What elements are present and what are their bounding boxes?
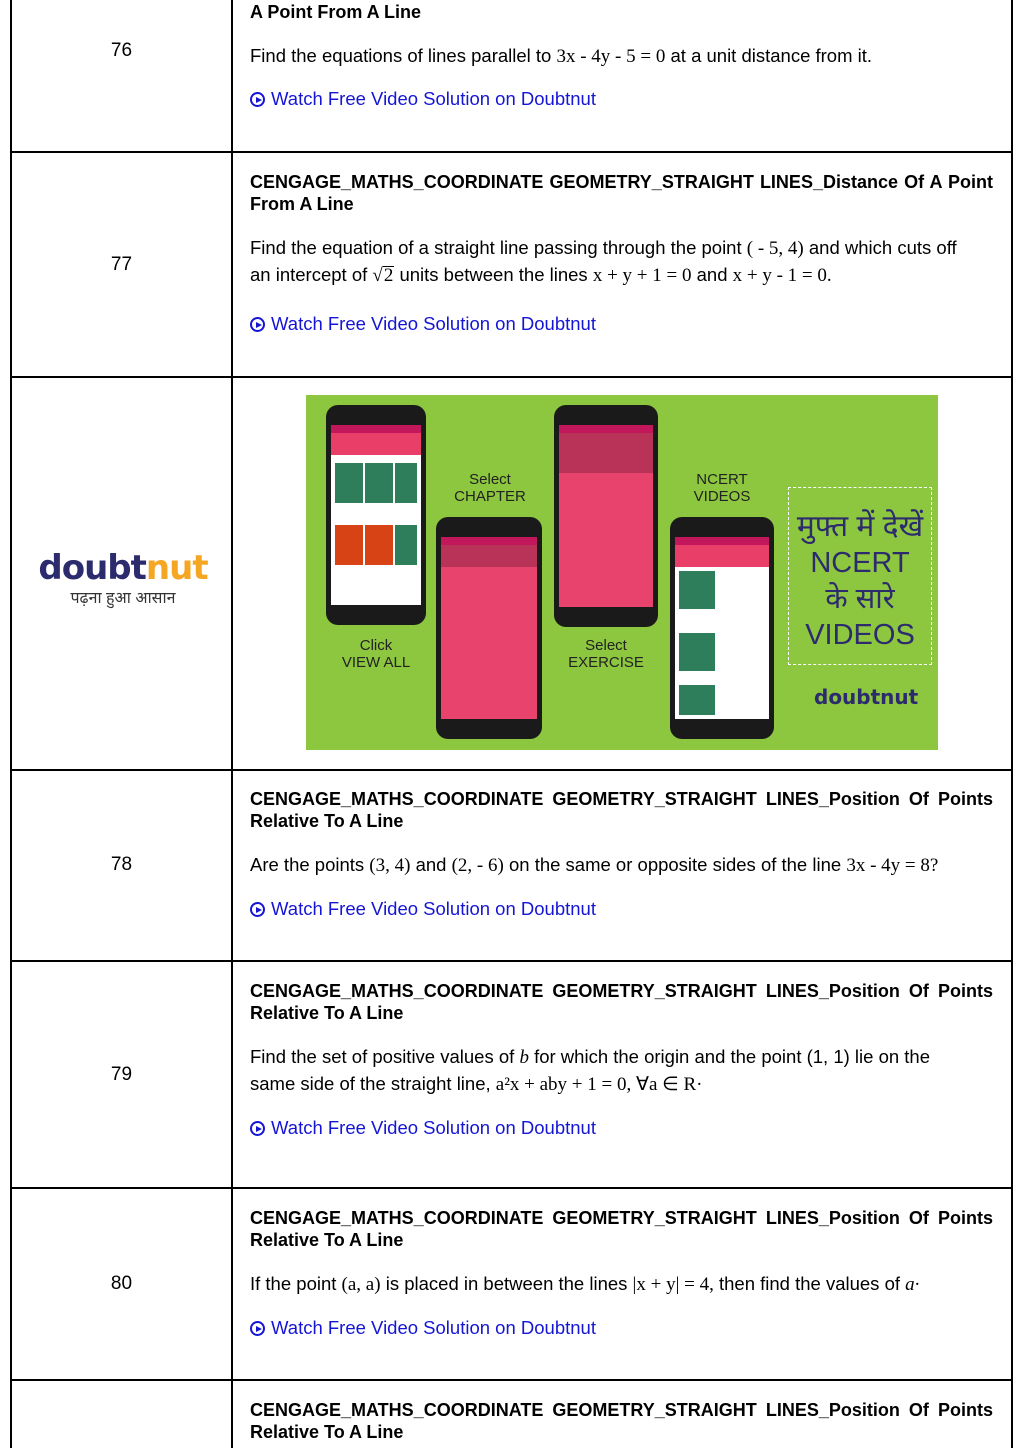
question-number: 79 (110, 1064, 133, 1085)
question-heading: CENGAGE_MATHS_COORDINATE GEOMETRY_STRAIGHT LINES_Position Of Points Relative To A Line (250, 1208, 993, 1250)
question-heading: A Point From A Line (250, 2, 421, 22)
question-text: Find the set of positive values of b for which the origin and the point (1, 1) lie on the same side of the straight line, a²x + aby + 1 = 0, ∀a ∈ R· (250, 1046, 931, 1095)
play-circle-icon (250, 92, 265, 107)
watch-video-link[interactable]: Watch Free Video Solution on Doubtnut (250, 1317, 596, 1339)
row-divider (10, 1379, 1013, 1381)
question-number: 76 (110, 40, 133, 61)
phone-mockup (670, 517, 774, 739)
question-text: Find the equations of lines parallel to 3x - 4y - 5 = 0 at a unit distance from it. (250, 45, 873, 67)
watch-video-link[interactable]: Watch Free Video Solution on Doubtnut (250, 1117, 596, 1139)
phone-mockup (436, 517, 542, 739)
play-circle-icon (250, 317, 265, 332)
question-heading: CENGAGE_MATHS_COORDINATE GEOMETRY_STRAIGHT LINES_Distance Of A Point From A Line (250, 172, 993, 214)
watch-video-link[interactable]: Watch Free Video Solution on Doubtnut (250, 88, 596, 110)
question-heading: CENGAGE_MATHS_COORDINATE GEOMETRY_STRAIGHT LINES_Position Of Points Relative To A Line (250, 981, 993, 1023)
play-circle-icon (250, 1321, 265, 1336)
question-number: 78 (110, 854, 133, 875)
question-heading: CENGAGE_MATHS_COORDINATE GEOMETRY_STRAIGHT LINES_Position Of Points Relative To A Line (250, 1400, 993, 1442)
question-heading: CENGAGE_MATHS_COORDINATE GEOMETRY_STRAIGHT LINES_Position Of Points Relative To A Line (250, 789, 993, 831)
row-divider (10, 960, 1013, 962)
phone-mockup (326, 405, 426, 625)
question-text: Find the equation of a straight line passing through the point ( - 5, 4) and which cuts off an intercept of √2 units between the lines x + y + 1 = 0 and x + y - 1 = 0. (250, 237, 957, 286)
doubtnut-logo: doubtnut पढ़ना हुआ आसान (28, 548, 218, 608)
logo-tagline: पढ़ना हुआ आसान (70, 590, 176, 607)
watch-video-link[interactable]: Watch Free Video Solution on Doubtnut (250, 898, 596, 920)
question-number: 80 (110, 1273, 133, 1294)
question-text: Are the points (3, 4) and (2, - 6) on the same or opposite sides of the line 3x - 4y = 8? (250, 854, 939, 876)
row-divider (10, 769, 1013, 771)
question-number: 77 (110, 254, 133, 275)
phone-mockup (554, 405, 658, 627)
row-divider (10, 376, 1013, 378)
play-circle-icon (250, 1121, 265, 1136)
row-divider (10, 1187, 1013, 1189)
banner-brand-logo: doubtnut (814, 685, 919, 709)
question-text: If the point (a, a) is placed in between the lines |x + y| = 4, then find the values of a· (250, 1273, 920, 1295)
column-divider (231, 0, 233, 1448)
play-circle-icon (250, 902, 265, 917)
watch-video-link[interactable]: Watch Free Video Solution on Doubtnut (250, 313, 596, 335)
row-divider (10, 151, 1013, 153)
promo-banner[interactable]: Click VIEW ALL Select CHAPTER Select EXERCISE NCERT VIDEOS मुफ्त में देखें NCERT के सारे VIDEOS doubtnut (306, 395, 938, 750)
hindi-promo-text: मुफ्त में देखें NCERT के सारे VIDEOS (788, 487, 932, 665)
